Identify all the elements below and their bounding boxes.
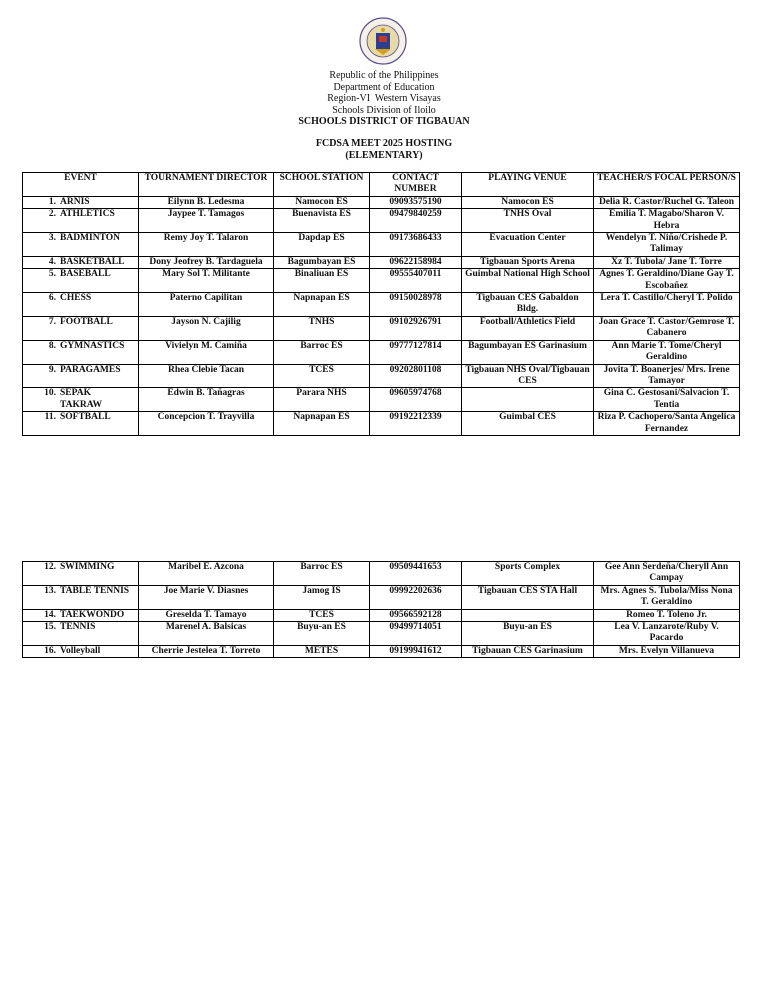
cell-director: Jaypee T. Tamagos [139,209,274,233]
table-row [23,256,740,268]
cell-venue [462,609,594,621]
cell-director: Eilynn B. Ledesma [139,196,274,208]
cell-contact: 09173686433 [370,233,462,257]
cell-focal: Mrs. Agnes S. Tubola/Miss Nona T. Geraldino [594,585,740,609]
event-name: TABLE TENNIS [60,585,130,596]
event-name: TAEKWONDO [60,609,125,620]
cell-station: Buenavista ES [274,209,370,233]
event-number: 9. [48,364,56,375]
col-header-station: SCHOOL STATION [274,173,370,197]
col-header-director: TOURNAMENT DIRECTOR [139,173,274,197]
title: FCDSA MEET 2025 HOSTING [315,138,453,149]
cell-event [23,622,139,646]
cell-station: TCES [274,609,370,621]
cell-venue: Buyu-an ES [462,622,594,646]
cell-focal: Jovita T. Boanerjes/ Mrs. Irene Tamayor [594,364,740,388]
table-row [23,412,740,436]
cell-station: Buyu-an ES [274,622,370,646]
header-line-department: Department of Education [333,81,435,93]
table-row [23,609,740,621]
event-name: ARNIS [60,196,90,207]
event-name: BASEBALL [60,269,111,280]
table-row [23,196,740,208]
cell-venue: Football/Athletics Field [462,316,594,340]
event-number: 14. [44,609,56,620]
cell-director: Mary Sol T. Militante [139,269,274,293]
cell-contact: 09093575190 [370,196,462,208]
cell-focal: Lea V. Lanzarote/Ruby V. Pacardo [594,622,740,646]
table-row [23,293,740,317]
cell-venue: Guimbal National High School [462,269,594,293]
events-table-page2 [22,561,740,658]
cell-director: Jayson N. Cajilig [139,316,274,340]
header-line-region: Region-VI Western Visayas [327,93,441,104]
table-row [23,645,740,657]
cell-contact: 09202801108 [370,364,462,388]
cell-venue: Tigbauan NHS Oval/Tigbauan CES [462,364,594,388]
cell-venue: Tigbauan Sports Arena [462,256,594,268]
cell-event [23,316,139,340]
cell-event [23,233,139,257]
event-number: 7. [48,316,56,327]
cell-focal: Joan Grace T. Castor/Gemrose T. Cabanero [594,316,740,340]
table-row [23,209,740,233]
table-row [23,269,740,293]
cell-focal: Wendelyn T. Niño/Crishede P. Talimay [594,233,740,257]
col-header-focal: TEACHER/S FOCAL PERSON/S [594,173,740,197]
cell-focal: Xz T. Tubola/ Jane T. Torre [594,256,740,268]
event-name: BADMINTON [60,233,120,244]
event-name: TENNIS [60,622,96,633]
cell-director: Joe Marie V. Diasnes [139,585,274,609]
cell-event [23,364,139,388]
event-name: SOFTBALL [60,412,111,423]
event-number: 8. [48,340,56,351]
cell-venue: Guimbal CES [462,412,594,436]
cell-director: Dony Jeofrey B. Tardaguela [139,256,274,268]
cell-station: Napnapan ES [274,293,370,317]
event-number: 5. [48,269,56,280]
cell-event [23,293,139,317]
cell-station: Napnapan ES [274,412,370,436]
cell-director: Remy Joy T. Talaron [139,233,274,257]
event-number: 13. [44,585,56,596]
cell-focal: Mrs. Evelyn Villanueva [594,645,740,657]
cell-venue: Bagumbayan ES Garinasium [462,340,594,364]
event-name: Volleyball [60,645,101,656]
cell-contact: 09199941612 [370,645,462,657]
cell-director: Maribel E. Azcona [139,562,274,586]
cell-contact: 09499714051 [370,622,462,646]
cell-focal: Gee Ann Serdeña/Cheryll Ann Campay [594,562,740,586]
table-header-row [23,173,740,197]
cell-venue: Tigbauan CES Garinasium [462,645,594,657]
col-header-venue: PLAYING VENUE [462,173,594,197]
cell-station: METES [274,645,370,657]
cell-director: Rhea Clebie Tacan [139,364,274,388]
cell-venue: Tigbauan CES STA Hall [462,585,594,609]
document-header [0,70,768,128]
header-line-division: Schools Division of Iloilo [332,104,436,116]
cell-director: Greselda T. Tamayo [139,609,274,621]
event-name: CHESS [60,293,92,304]
cell-focal: Emilia T. Magabo/Sharon V. Hebra [594,209,740,233]
event-name: SEPAK TAKRAW [60,388,103,410]
cell-focal: Riza P. Cachopero/Santa Angelica Fernandez [594,412,740,436]
cell-station: TCES [274,364,370,388]
table-row [23,585,740,609]
cell-focal: Lera T. Castillo/Cheryl T. Polido [594,293,740,317]
cell-contact: 09479840259 [370,209,462,233]
deped-seal [355,17,411,65]
event-name: PARAGAMES [60,364,121,375]
cell-focal: Delia R. Castor/Ruchel G. Taleon [594,196,740,208]
event-number: 15. [44,622,56,633]
event-number: 3. [48,233,56,244]
cell-focal: Agnes T. Geraldino/Diane Gay T. Escobañez [594,269,740,293]
subtitle: (ELEMENTARY) [345,150,423,161]
event-name: ATHLETICS [60,209,115,220]
table-row [23,233,740,257]
cell-venue: Evacuation Center [462,233,594,257]
cell-director: Marenel A. Balsicas [139,622,274,646]
cell-event [23,209,139,233]
cell-event [23,562,139,586]
col-header-contact: CONTACT NUMBER [370,173,462,197]
cell-contact: 09150028978 [370,293,462,317]
cell-contact: 09992202636 [370,585,462,609]
cell-event [23,645,139,657]
cell-venue: TNHS Oval [462,209,594,233]
cell-focal: Romeo T. Toleno Jr. [594,609,740,621]
event-number: 11. [44,412,56,423]
cell-station: Bagumbayan ES [274,256,370,268]
cell-station: Parara NHS [274,388,370,412]
table-row [23,316,740,340]
cell-contact: 09102926791 [370,316,462,340]
cell-director: Edwin B. Tañagras [139,388,274,412]
event-number: 12. [44,562,56,572]
table-row [23,364,740,388]
cell-director: Concepcion T. Trayvilla [139,412,274,436]
cell-focal: Ann Marie T. Tome/Cheryl Geraldino [594,340,740,364]
cell-station: Dapdap ES [274,233,370,257]
cell-station: Jamog IS [274,585,370,609]
cell-station: Namocon ES [274,196,370,208]
cell-contact: 09605974768 [370,388,462,412]
cell-station: TNHS [274,316,370,340]
cell-event [23,256,139,268]
event-number: 2. [48,209,56,220]
cell-contact: 09777127814 [370,340,462,364]
cell-venue: Namocon ES [462,196,594,208]
event-number: 6. [48,293,56,304]
table-row [23,622,740,646]
cell-event [23,340,139,364]
event-name: GYMNASTICS [60,340,125,351]
cell-station: Binaliuan ES [274,269,370,293]
event-name: FOOTBALL [60,316,113,327]
cell-contact: 09566592128 [370,609,462,621]
event-number: 16. [44,645,56,656]
table-row [23,340,740,364]
cell-event [23,269,139,293]
event-number: 1. [48,196,56,207]
cell-contact: 09509441653 [370,562,462,586]
event-number: 4. [48,256,56,267]
document-title [0,138,768,162]
col-header-event: EVENT [23,173,139,197]
cell-event [23,609,139,621]
table-row [23,388,740,412]
cell-station: Barroc ES [274,340,370,364]
cell-venue: Tigbauan CES Gabaldon Bldg. [462,293,594,317]
cell-director: Vivielyn M. Camiña [139,340,274,364]
cell-director: Cherrie Jestelea T. Torreto [139,645,274,657]
table-row [23,562,740,586]
cell-event [23,196,139,208]
header-district: SCHOOLS DISTRICT OF TIGBAUAN [298,116,470,127]
cell-contact: 09622158984 [370,256,462,268]
header-line-republic: Republic of the Philippines [329,70,439,81]
event-name: BASKETBALL [60,256,125,267]
cell-event [23,412,139,436]
cell-contact: 09555407011 [370,269,462,293]
events-table-page1 [22,172,740,436]
event-number: 10. [44,388,56,399]
cell-contact: 09192212339 [370,412,462,436]
cell-focal: Gina C. Gestosani/Salvacion T. Tentia [594,388,740,412]
cell-station: Barroc ES [274,562,370,586]
cell-venue: Sports Complex [462,562,594,586]
cell-director: Paterno Capilitan [139,293,274,317]
event-name: SWIMMING [60,562,115,572]
cell-venue [462,388,594,412]
cell-event [23,585,139,609]
cell-event [23,388,139,412]
